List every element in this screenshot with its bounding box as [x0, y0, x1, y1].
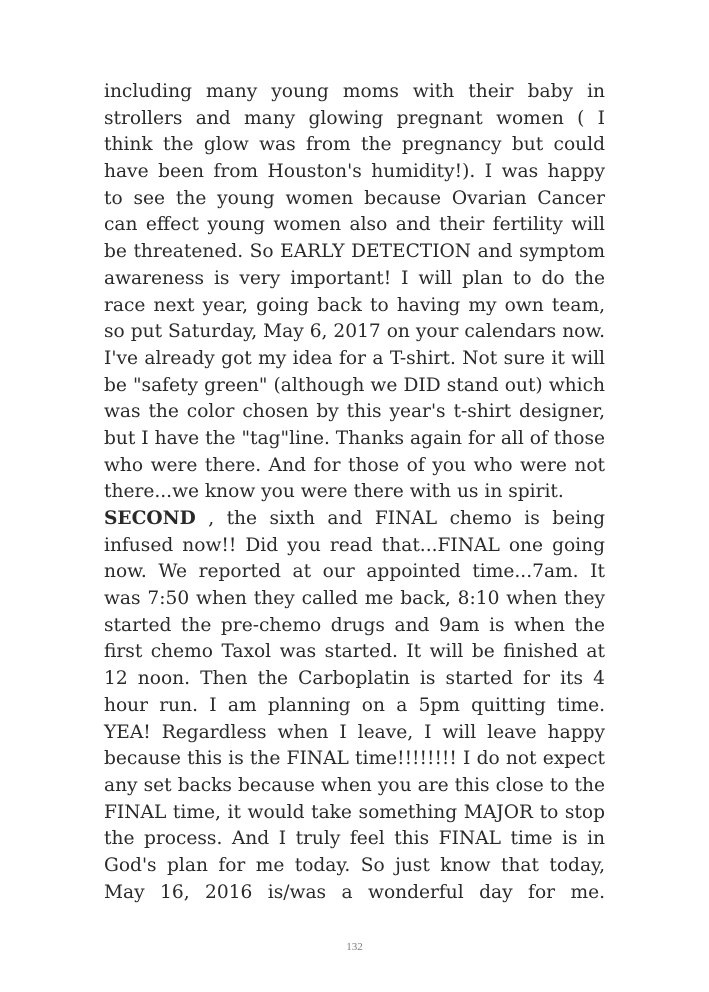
text-line: FINAL time, it would take something MAJOR to stop [104, 801, 605, 823]
text-line: who were there. And for those of you who were not [104, 454, 605, 476]
text-line: including many young moms with their baby in [104, 81, 605, 102]
text-line: because this is the FINAL time!!!!!!!! I do not expect [104, 748, 605, 770]
text-line: now. We reported at our appointed time...7am. It [104, 561, 605, 583]
paragraph-race [104, 79, 605, 506]
text-line: so put Saturday, May 6, 2017 on your calendars now. [104, 321, 605, 343]
text-line: to see the young women because Ovarian Cancer [104, 187, 605, 209]
text-line: can effect young women also and their fertility will [104, 214, 605, 236]
section-lead-word: SECOND [104, 508, 196, 529]
text-line: be threatened. So EARLY DETECTION and symptom [104, 241, 605, 263]
text-line: I've already got my idea for a T-shirt. Not sure it will [104, 347, 605, 369]
body-text [104, 79, 605, 906]
text-line: was 7:50 when they called me back, 8:10 when they [104, 588, 605, 610]
page-number: 132 [346, 941, 363, 953]
text-line: there...we know you were there with us in spirit. [104, 481, 564, 503]
text-line: first chemo Taxol was started. It will be finished at [104, 641, 605, 663]
text-line: awareness is very important! I will plan to do the [104, 267, 605, 289]
text-line: any set backs because when you are this close to the [104, 774, 605, 796]
text-line: started the pre-chemo drugs and 9am is when the [104, 614, 605, 636]
paragraph-chemo [104, 506, 605, 906]
text-line: race next year, going back to having my own team, [104, 294, 605, 316]
text-line: YEA! Regardless when I leave, I will leave happy [104, 721, 605, 743]
text-line: May 16, 2016 is/was a wonderful day for me. [104, 881, 605, 903]
text-line: have been from Houston's humidity!). I was happy [104, 161, 605, 183]
text-line: hour run. I am planning on a 5pm quitting time. [104, 694, 605, 716]
text-line: infused now!! Did you read that...FINAL one going [104, 534, 605, 556]
text-line: was the color chosen by this year's t-shirt designer, [104, 401, 605, 423]
text-line-rest: , the sixth and FINAL chemo is being [195, 508, 605, 529]
text-line: strollers and many glowing pregnant women ( I [104, 107, 605, 129]
text-line: 12 noon. Then the Carboplatin is started for its 4 [104, 668, 605, 690]
text-line: God's plan for me today. So just know that today, [104, 854, 605, 876]
text-line: but I have the "tag"line. Thanks again for all of those [104, 427, 605, 449]
text-line: think the glow was from the pregnancy but could [104, 134, 605, 156]
text-line: be "safety green" (although we DID stand out) which [104, 374, 605, 396]
text-line: the process. And I truly feel this FINAL time is in [104, 828, 605, 850]
text-line-first [104, 506, 605, 533]
